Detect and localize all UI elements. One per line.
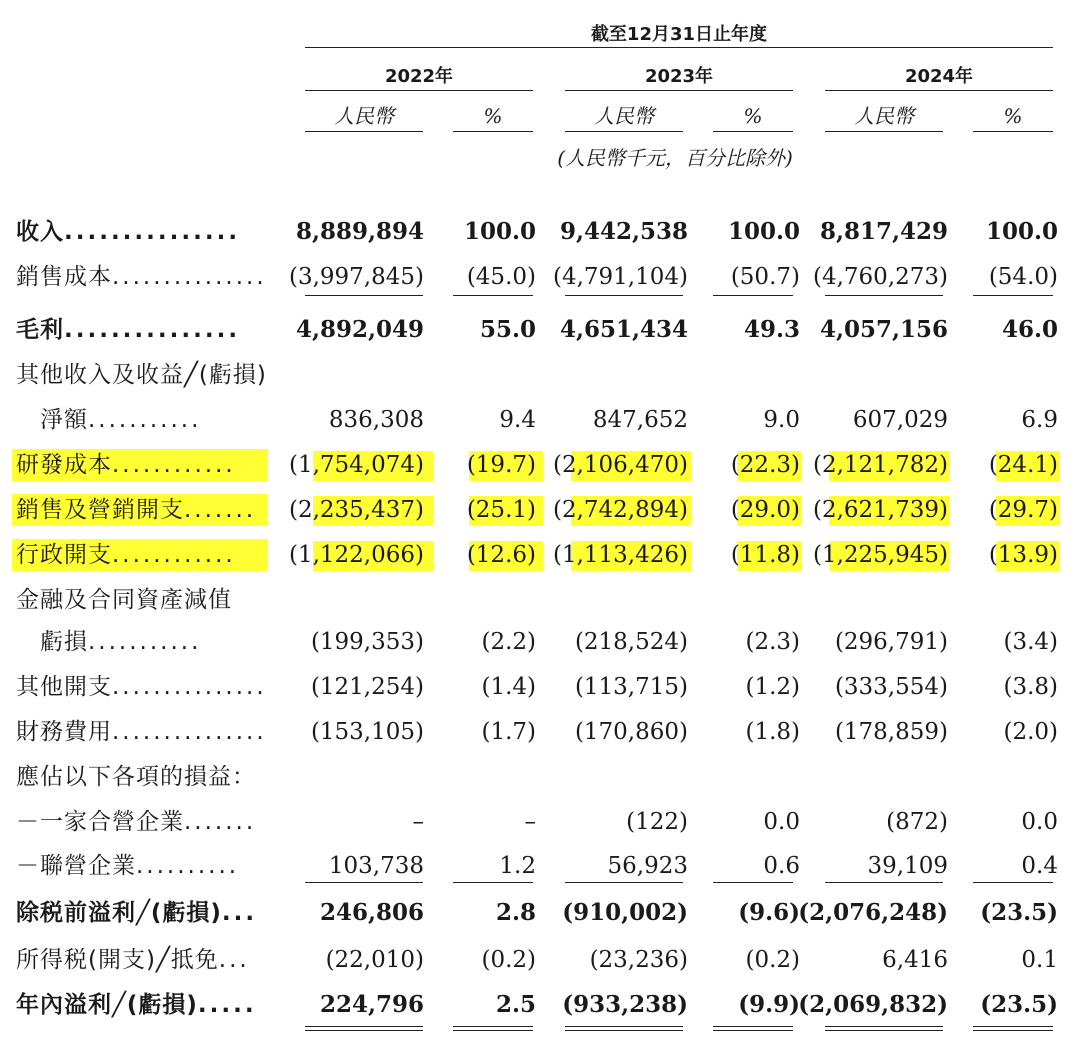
subtotal-rule [565,882,683,883]
table-row [0,445,1080,485]
table-row [0,985,1080,1025]
amount-cell: 847,652 [592,407,688,433]
currency-label: 人民幣 [334,104,394,128]
row-label [16,846,239,886]
percent-cell: (3.8) [1003,674,1058,700]
row-label [16,355,267,395]
percent-cell: (1.4) [481,674,536,700]
percent-cell: (9.6) [738,899,800,926]
row-label [16,257,267,297]
subtotal-rule [825,295,943,296]
row-label-text: 應佔以下各項的損益： [16,764,256,790]
amount-cell: 4,651,434 [559,316,688,343]
table-row [0,667,1080,707]
percent-cell: (29.7) [988,497,1058,523]
total-double-rule [825,1026,943,1031]
amount-cell: 39,109 [867,853,948,879]
row-label [16,712,267,752]
subtotal-rule [453,882,533,883]
table-row [0,893,1080,933]
units-note: (人民幣千元，百分比除外) [557,146,793,170]
year-2023: 2023年 [644,66,714,87]
subtotal-rule [713,295,793,296]
amount-cell: 4,057,156 [819,316,948,343]
amount-cell: 103,738 [328,853,424,879]
row-label [16,310,240,350]
row-label-text: 其他收入及收益╱(虧損) [16,362,267,388]
amount-cell: 4,892,049 [295,316,424,343]
percent-cell: (1.8) [745,719,800,745]
leader-dots: ........... [88,629,202,655]
subtotal-rule [973,882,1053,883]
leader-dots: ....... [184,809,257,835]
amount-cell: (2,121,782) [812,452,948,478]
row-label [16,940,250,980]
row-label [16,667,267,707]
subtotal-rule [825,882,943,883]
percent-cell: (1.7) [481,719,536,745]
percent-cell: (54.0) [988,264,1058,290]
percent-cell: (50.7) [730,264,800,290]
total-double-rule [973,1026,1053,1031]
row-label-text: 銷售成本 [16,264,112,290]
row-label [16,580,232,620]
percent-label: % [483,104,503,128]
table-row [0,490,1080,530]
year-rule-2023 [565,90,793,91]
leader-dots: ............... [64,317,241,343]
leader-dots: ............... [64,219,241,245]
total-double-rule [305,1026,423,1031]
leader-dots: ............... [112,674,267,700]
table-row [0,310,1080,350]
amount-cell: (4,760,273) [812,264,948,290]
percent-cell: (12.6) [466,542,536,568]
unit-rule [453,131,533,132]
currency-label: 人民幣 [594,104,654,128]
table-row [0,712,1080,752]
table-row [0,355,1080,395]
percent-cell: 6.9 [1021,407,1058,433]
amount-cell: (153,105) [310,719,424,745]
percent-cell: 0.6 [763,853,800,879]
row-label [16,893,257,933]
total-double-rule [713,1026,793,1031]
percent-label: % [1003,104,1023,128]
leader-dots: .......... [136,853,240,879]
amount-cell: (1,113,426) [552,542,688,568]
unit-rule [305,131,423,132]
table-row [0,257,1080,297]
row-label-text: －一家合營企業 [16,809,184,835]
amount-cell: (178,859) [834,719,948,745]
period-title: 截至12月31日止年度 [590,24,768,45]
row-label-text: 金融及合同資產減值 [16,587,232,613]
leader-dots: ............... [112,264,267,290]
row-label-text: 除税前溢利╱(虧損) [16,900,222,926]
amount-cell: (333,554) [834,674,948,700]
year-2024: 2024年 [904,66,974,87]
year-2022: 2022年 [384,66,454,87]
unit-rule [565,131,683,132]
amount-cell: (218,524) [574,629,688,655]
row-label-text: 年內溢利╱(虧損) [16,992,198,1018]
leader-dots: ............... [112,719,267,745]
percent-cell: (13.9) [988,542,1058,568]
amount-cell: (2,076,248) [798,899,948,926]
leader-dots: ............ [112,542,236,568]
table-row [0,846,1080,886]
subtotal-rule [305,882,423,883]
subtotal-rule [713,882,793,883]
amount-cell: 6,416 [882,947,948,973]
percent-cell: 2.8 [495,899,536,926]
percent-cell: (0.2) [481,947,536,973]
row-label-text: 研發成本 [16,452,112,478]
percent-cell: 46.0 [1001,316,1058,343]
amount-cell: (910,002) [562,899,688,926]
amount-cell: (199,353) [310,629,424,655]
table-row [0,802,1080,842]
subtotal-rule [305,295,423,296]
row-label-text: 銷售及營銷開支 [16,497,184,523]
row-label-text: 虧損 [16,629,88,655]
subtotal-rule [565,295,683,296]
percent-cell: 9.0 [763,407,800,433]
leader-dots: ........... [88,407,202,433]
amount-cell: (2,069,832) [798,991,948,1018]
table-row [0,940,1080,980]
percent-cell: (23.5) [980,899,1058,926]
percent-cell: (2.0) [1003,719,1058,745]
percent-cell: 0.0 [763,809,800,835]
amount-cell: 246,806 [319,899,424,926]
table-row [0,622,1080,662]
percent-cell: (23.5) [980,991,1058,1018]
table-row [0,757,1080,797]
amount-cell: (23,236) [589,947,688,973]
percent-cell: 0.4 [1021,853,1058,879]
amount-cell: (121,254) [310,674,424,700]
percent-cell: 100.0 [727,218,800,245]
percent-cell: (2.2) [481,629,536,655]
total-double-rule [453,1026,533,1031]
percent-cell: (3.4) [1003,629,1058,655]
percent-cell: 9.4 [499,407,536,433]
amount-cell: 224,796 [319,991,424,1018]
percent-cell: (45.0) [466,264,536,290]
amount-cell: (2,106,470) [552,452,688,478]
row-label [16,490,256,530]
amount-cell: (3,997,845) [288,264,424,290]
table-row [0,535,1080,575]
amount-cell: (1,754,074) [288,452,424,478]
amount-cell: 836,308 [328,407,424,433]
amount-cell: (872) [886,809,948,835]
amount-cell: (1,122,066) [288,542,424,568]
leader-dots: ............ [112,452,236,478]
percent-cell: 100.0 [985,218,1058,245]
leader-dots: ... [218,947,250,973]
leader-dots: ....... [184,497,257,523]
percent-cell: (2.3) [745,629,800,655]
row-label-text: 淨額 [16,407,88,433]
percent-cell: (22.3) [730,452,800,478]
subtotal-rule [973,295,1053,296]
percent-cell: (25.1) [466,497,536,523]
total-double-rule [565,1026,683,1031]
row-label [16,535,236,575]
row-label [16,445,236,485]
amount-cell: (122) [626,809,688,835]
percent-cell: 1.2 [499,853,536,879]
row-label-text: 其他開支 [16,674,112,700]
amount-cell: 8,889,894 [295,218,424,245]
amount-cell: (296,791) [834,629,948,655]
row-label [16,212,240,252]
percent-cell: (0.2) [745,947,800,973]
header-rule [305,47,1053,48]
amount-cell: (113,715) [574,674,688,700]
row-label [16,622,201,662]
subtotal-rule [453,295,533,296]
percent-cell: (19.7) [466,452,536,478]
percent-cell: – [524,809,536,835]
row-label [16,985,257,1025]
row-label-text: 毛利 [16,317,64,343]
percent-cell: 100.0 [463,218,536,245]
unit-rule [973,131,1053,132]
percent-cell: 2.5 [495,991,536,1018]
table-row [0,580,1080,620]
amount-cell: (2,742,894) [552,497,688,523]
row-label [16,802,256,842]
percent-cell: (1.2) [745,674,800,700]
percent-cell: (29.0) [730,497,800,523]
percent-cell: 49.3 [743,316,800,343]
row-label-text: 行政開支 [16,542,112,568]
amount-cell: (170,860) [574,719,688,745]
percent-cell: (11.8) [730,542,800,568]
amount-cell: (2,235,437) [288,497,424,523]
leader-dots: ..... [197,992,257,1018]
amount-cell: (4,791,104) [552,264,688,290]
percent-cell: 0.0 [1021,809,1058,835]
unit-rule [713,131,793,132]
percent-cell: 0.1 [1021,947,1058,973]
amount-cell: (22,010) [325,947,424,973]
percent-label: % [743,104,763,128]
row-label-text: 財務費用 [16,719,112,745]
percent-cell: (24.1) [988,452,1058,478]
table-row [0,400,1080,440]
leader-dots: ... [221,900,258,926]
amount-cell: 8,817,429 [819,218,948,245]
currency-label: 人民幣 [854,104,914,128]
year-rule-2022 [305,90,533,91]
amount-cell: (2,621,739) [812,497,948,523]
year-rule-2024 [825,90,1053,91]
table-row [0,212,1080,252]
row-label [16,400,201,440]
amount-cell: 56,923 [607,853,688,879]
amount-cell: 607,029 [852,407,948,433]
unit-rule [825,131,943,132]
row-label [16,757,256,797]
amount-cell: 9,442,538 [559,218,688,245]
row-label-text: 收入 [16,219,64,245]
percent-cell: 55.0 [479,316,536,343]
row-label-text: －聯營企業 [16,853,136,879]
row-label-text: 所得税(開支)╱抵免 [16,947,219,973]
amount-cell: (1,225,945) [812,542,948,568]
percent-cell: (9.9) [738,991,800,1018]
amount-cell: – [412,809,424,835]
amount-cell: (933,238) [562,991,688,1018]
